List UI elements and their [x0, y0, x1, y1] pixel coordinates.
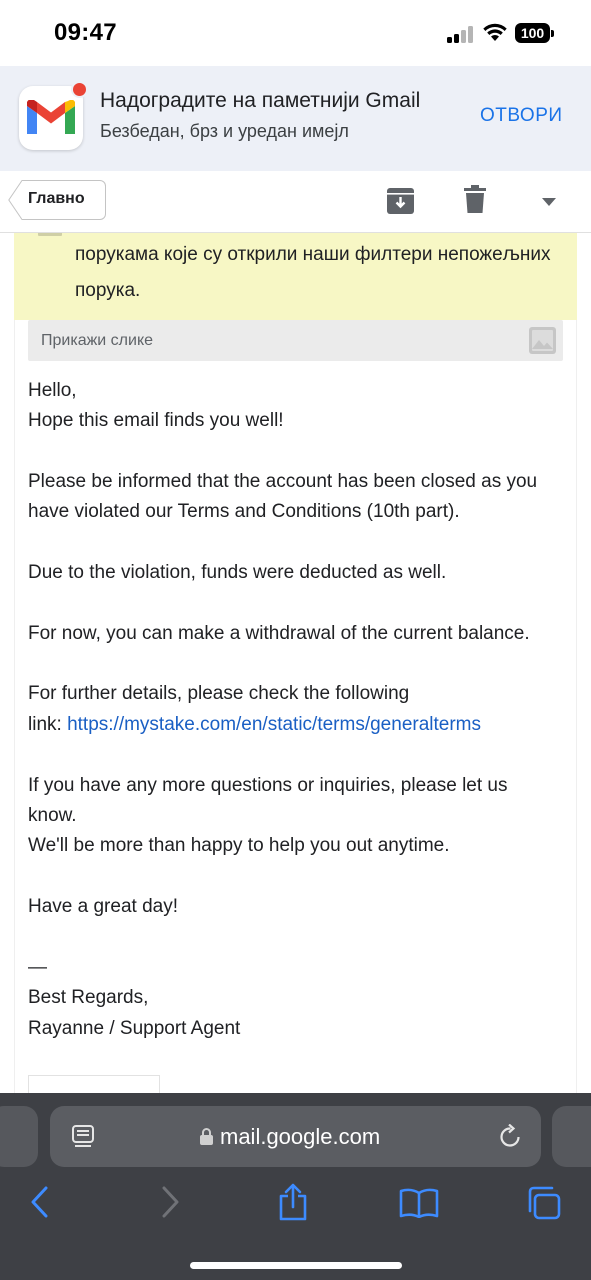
email-regards: Best Regards,: [28, 987, 149, 1008]
chevron-down-icon[interactable]: [540, 197, 558, 207]
tabs-icon[interactable]: [526, 1186, 561, 1220]
open-app-button[interactable]: ОТВОРИ: [480, 105, 563, 126]
status-time: 09:47: [54, 19, 117, 46]
email-line: know.: [28, 805, 77, 826]
url-text: mail.google.com: [220, 1124, 381, 1149]
show-images-label: Прикажи слике: [41, 332, 154, 349]
image-icon: [529, 327, 556, 354]
notification-dot: [71, 81, 88, 98]
email-line: Due to the violation, funds were deducted as well.: [28, 562, 447, 583]
promo-subtitle: Безбедан, брз и уредан имејл: [100, 121, 349, 141]
warning-icon: [38, 233, 62, 236]
spam-warning-line: порука.: [75, 280, 141, 301]
link-prefix: link:: [28, 714, 68, 735]
share-icon[interactable]: [277, 1183, 309, 1221]
lock-icon: [200, 1128, 213, 1145]
bookmarks-icon[interactable]: [399, 1188, 439, 1218]
home-indicator: [190, 1262, 402, 1269]
wifi-icon: [482, 22, 508, 42]
spam-warning: [14, 233, 577, 320]
email-line: For now, you can make a withdrawal of the current balance.: [28, 623, 530, 644]
reader-icon[interactable]: [72, 1125, 94, 1149]
spam-warning-line: порукама које су открили наши филтери непожељних: [75, 244, 551, 265]
email-line: have violated our Terms and Conditions (10th part).: [28, 501, 460, 522]
archive-icon[interactable]: [387, 186, 414, 214]
reload-icon[interactable]: [498, 1124, 523, 1149]
terms-link[interactable]: https://mystake.com/en/static/terms/generalterms: [67, 714, 481, 735]
email-line: Hope this email finds you well!: [28, 410, 284, 431]
email-line: We'll be more than happy to help you out anytime.: [28, 835, 450, 856]
battery-level: 100: [515, 23, 550, 43]
email-line: For further details, please check the following: [28, 683, 410, 704]
address-bar[interactable]: [50, 1106, 541, 1167]
show-images-button[interactable]: [28, 320, 563, 361]
email-signature: Rayanne / Support Agent: [28, 1018, 241, 1039]
promo-title: Надоградите на паметнији Gmail: [100, 89, 421, 112]
back-label: Главно: [28, 190, 85, 207]
signal-icon: [447, 25, 475, 43]
forward-icon[interactable]: [160, 1186, 180, 1218]
back-icon[interactable]: [30, 1186, 50, 1218]
email-line: If you have any more questions or inquiries, please let us: [28, 775, 508, 796]
email-greeting: Hello,: [28, 380, 77, 401]
battery-icon: [515, 23, 555, 43]
status-bar: [0, 0, 591, 66]
email-link-line: [28, 710, 481, 740]
previous-tab-preview[interactable]: [0, 1106, 38, 1167]
email-body-container: [14, 233, 577, 1093]
email-line: Have a great day!: [28, 896, 178, 917]
trash-icon[interactable]: [464, 185, 486, 213]
email-dash: —: [28, 957, 47, 978]
next-tab-preview[interactable]: [552, 1106, 591, 1167]
email-line: Please be informed that the account has been closed as you: [28, 471, 538, 492]
